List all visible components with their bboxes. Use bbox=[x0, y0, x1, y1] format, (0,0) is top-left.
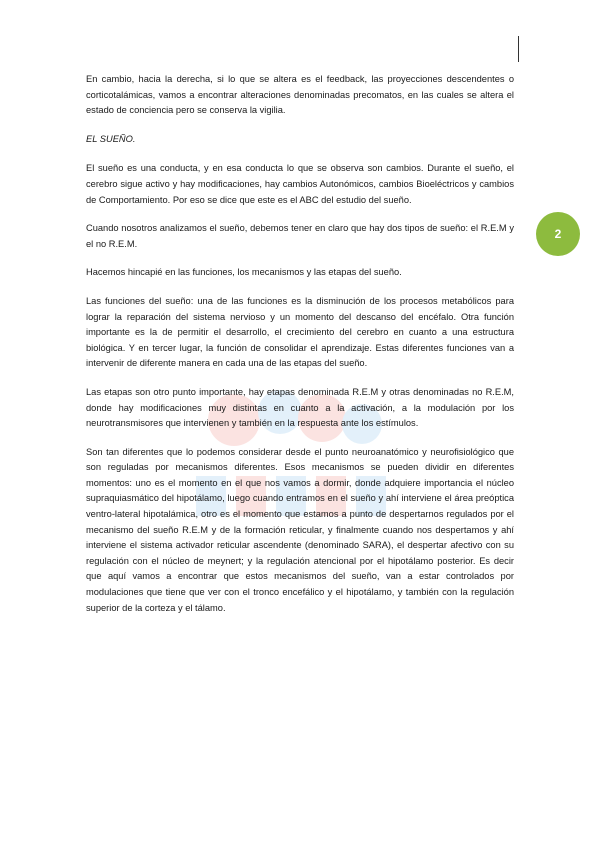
page-number-badge bbox=[536, 212, 580, 256]
paragraph-mechanisms: Son tan diferentes que lo podemos considerar desde el punto neuroanatómico y neurofisiológico que son reguladas por mecanismos diferentes. Esos mecanismos se pueden dividir en diferentes momentos: uno es el momento en el que nos vamos a dormir, donde adquiere importancia el núcleo supraquiasmático del hipotálamo, luego cuando entramos en el sueño y ahí interviene el área preóptica ventro-lateral hipotalámica, otro es el momento que estamos a punto de despertarnos regulados por el mecanismo del sueño R.E.M y de la formación reticular, y finalmente cuando nos despertamos y ahí interviene el sistema activador reticular ascendente (denominado SARA), el despertar afectivo con su regulación con el núcleo de meynert; y la regulación atencional por el hipotálamo posterior. Es decir que aquí vamos a encontrar que estos mecanismos del sueño, van a estar controlados por modulaciones que tiene que ver con el tronco encefálico y el hipotálamo, y también con la regulación superior de la corteza y el tálamo. bbox=[86, 446, 514, 613]
document-body bbox=[86, 72, 514, 629]
paragraph-stages: Las etapas son otro punto importante, hay etapas denominada R.E.M y otras denominadas no R.E.M, donde hay modificaciones muy distintas en cuanto a la activación, a la modulación por los neurotransmisores que intervienen y también en la respuesta ante los estímulos. bbox=[86, 386, 514, 429]
paragraph-sleep-types: Cuando nosotros analizamos el sueño, debemos tener en claro que hay dos tipos de sueño: el R.E.M y el no R.E.M. bbox=[86, 223, 514, 249]
paragraph-feedback: En cambio, hacia la derecha, si lo que se altera es el feedback, las proyecciones descendentes o corticotalámicas, vamos a encontrar alteraciones denominadas precomatos, en las cuales se altera el estado de conciencia pero se conserva la vigilia. bbox=[86, 74, 514, 116]
page-number: 2 bbox=[554, 227, 562, 241]
paragraph-emphasis: Hacemos hincapié en las funciones, los mecanismos y las etapas del sueño. bbox=[86, 267, 402, 278]
header-divider bbox=[518, 36, 519, 62]
paragraph-functions: Las funciones del sueño: una de las funciones es la disminución de los procesos metabólicos para lograr la reparación del sistema nervioso y un momento del descanso del encéfalo. Otra función importante es la de permitir el desarrollo, el crecimiento del cerebro en cuanto a una estructura biológica. Y en tercer lugar, la función de consolidar el aprendizaje. Estas diferentes funciones van a intervenir de diferente manera en cada una de las etapas del sueño. bbox=[86, 295, 514, 369]
paragraph-sleep-conduct: El sueño es una conducta, y en esa conducta lo que se observa son cambios. Durante el sueño, el cerebro sigue activo y hay modificaciones, hay cambios Autonómicos, cambios Bioeléctricos y cambios de Comportamiento. Por eso se dice que este es el ABC del estudio del sueño. bbox=[86, 163, 514, 205]
section-title: EL SUEÑO. bbox=[86, 133, 136, 144]
